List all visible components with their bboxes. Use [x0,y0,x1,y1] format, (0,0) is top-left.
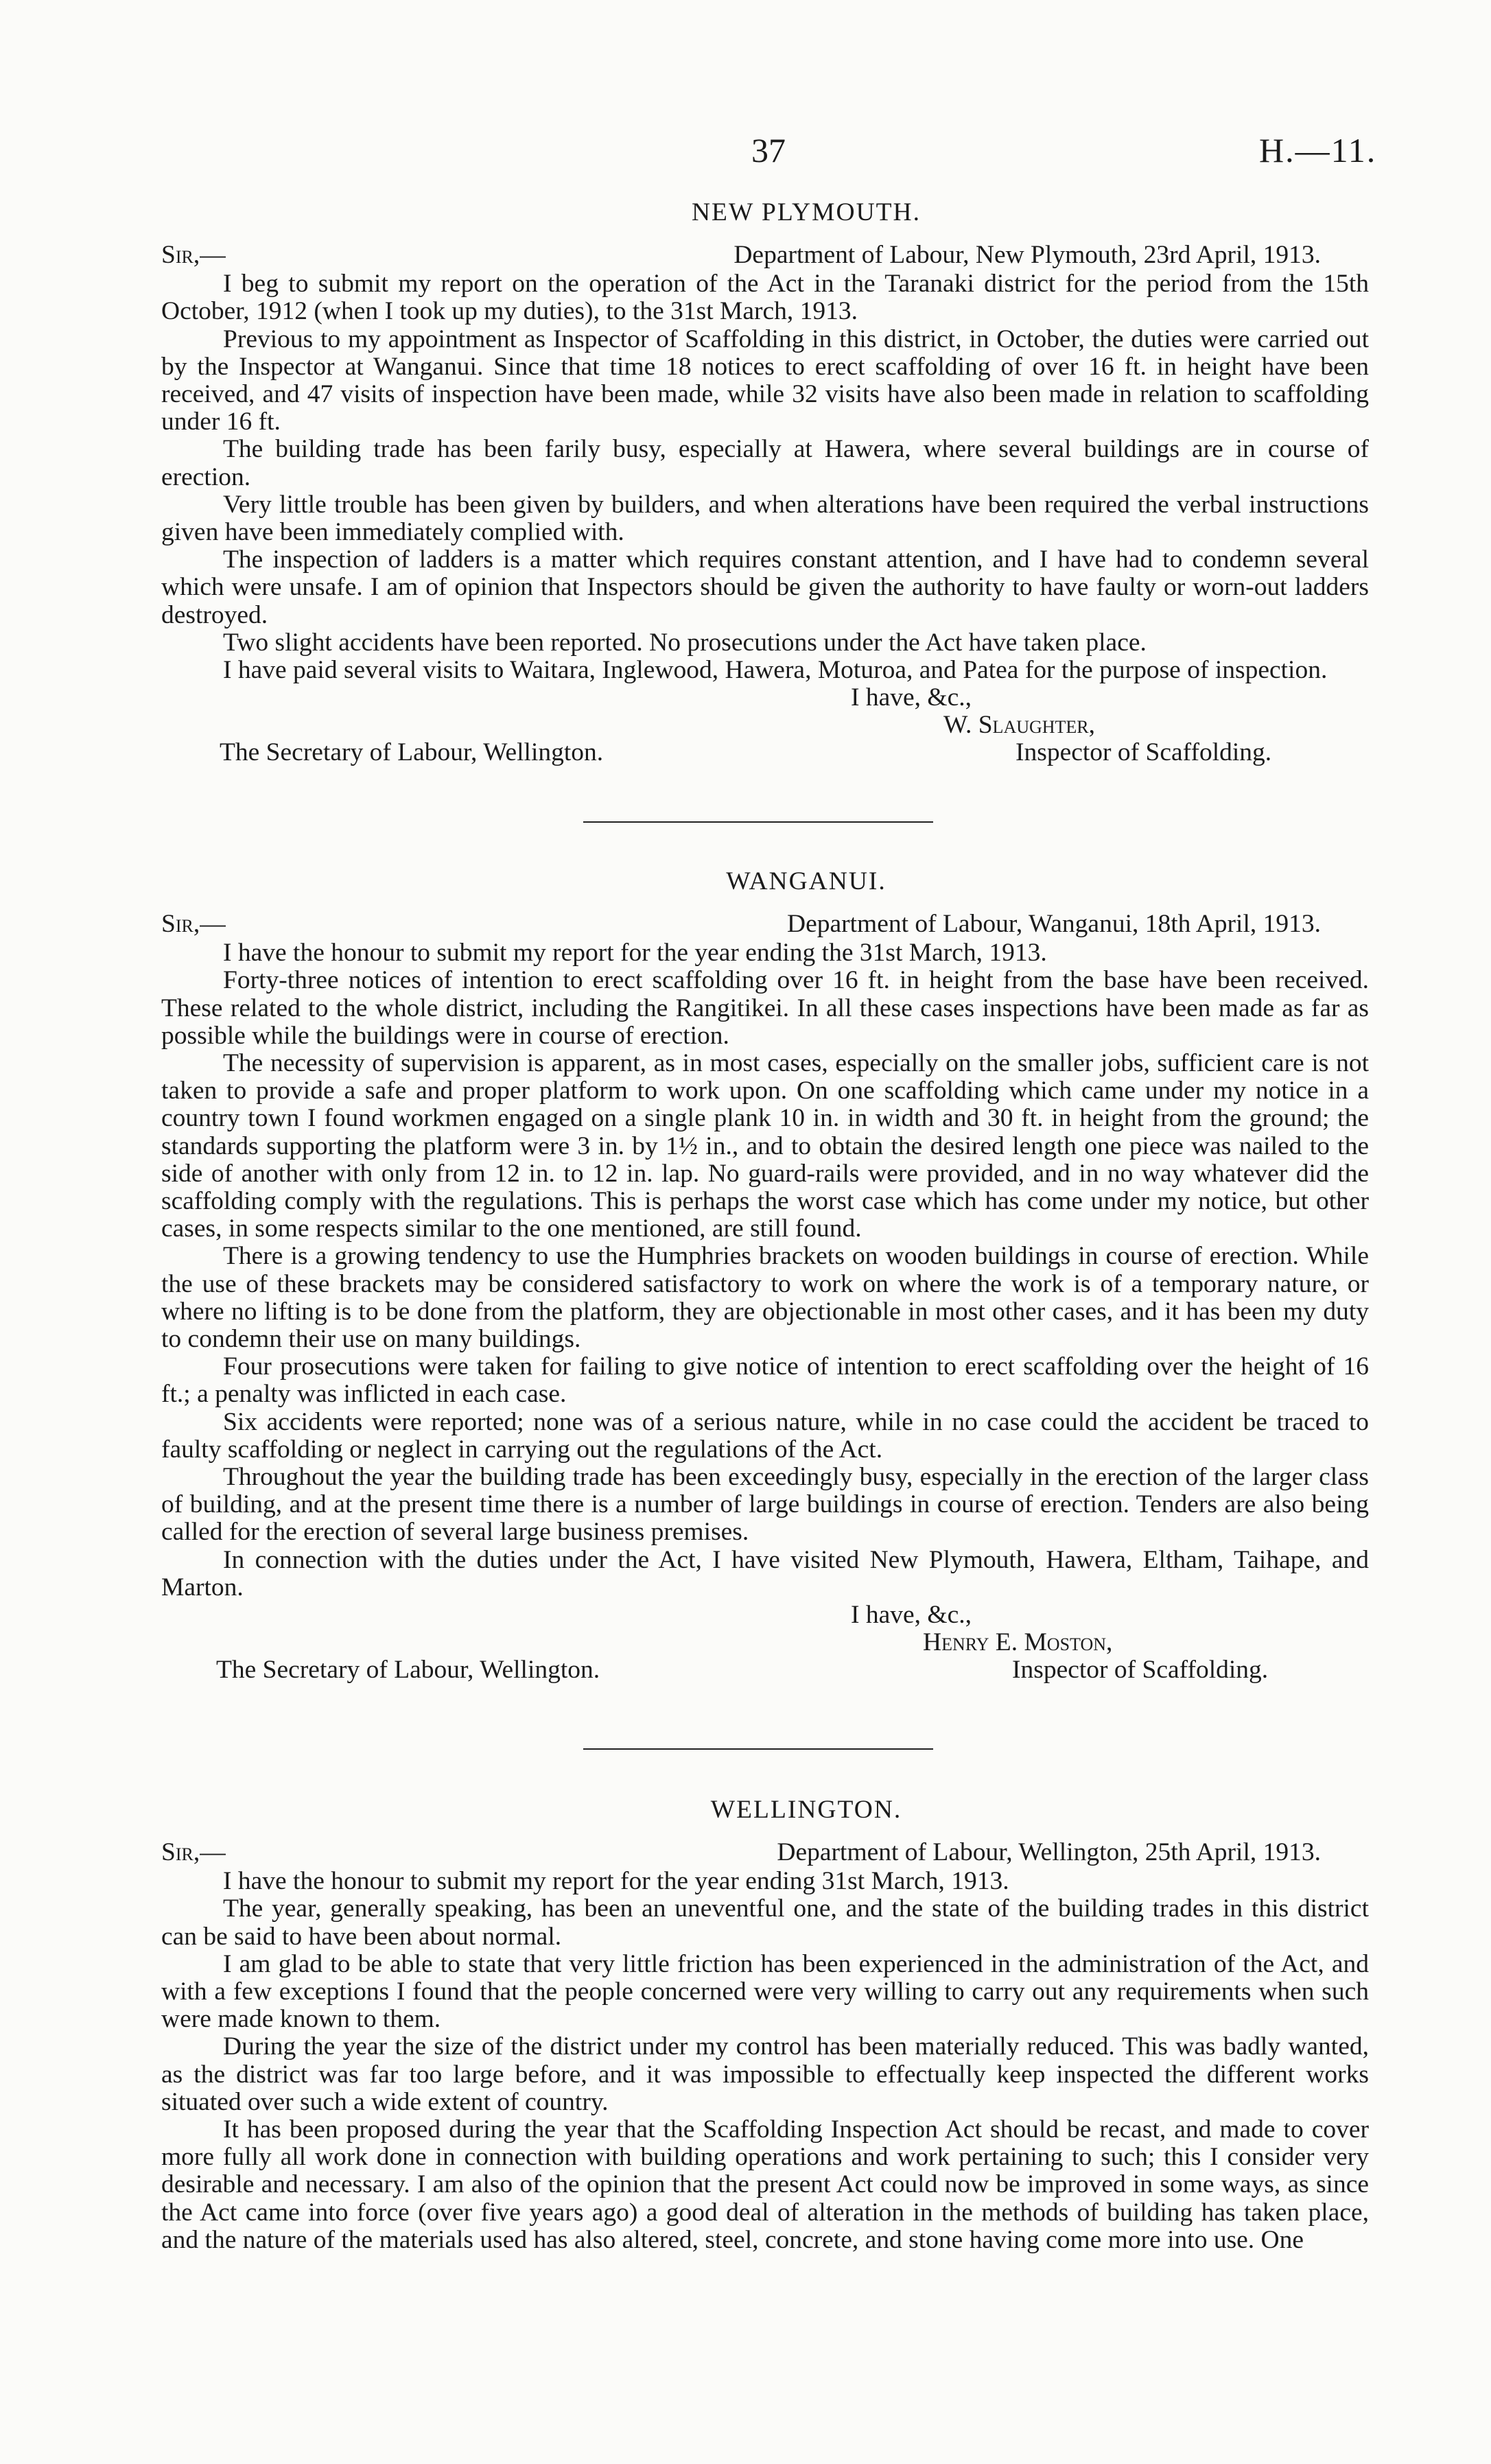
letter-date: Department of Labour, Wellington, 25th April, 1913. [777,1838,1321,1867]
paragraph: The inspection of ladders is a matter which requires constant attention, and I have had to condemn several which were unsafe. I am of opinion that Inspectors should be given the authority to have faulty or worn-out ladders destroyed. [161,545,1369,629]
signature-line [161,739,1369,766]
closing: I have, &c., [851,683,972,712]
paragraph: During the year the size of the district under my control has been materially reduced. This was badly wanted, as the district was far too large before, and it was impossible to effectually keep inspected the different works situated over such a wide extent of country. [161,2032,1369,2116]
signatory-title: Inspector of Scaffolding. [1012,1656,1269,1685]
section-divider [583,1748,933,1750]
salutation: Sir,— [161,241,226,270]
paragraph: There is a growing tendency to use the Humphries brackets on wooden buildings in course of erection. While the use of these brackets may be considered satisfactory to work on where the work is of a temporary nature, or where no lifting is to be done from the platform, they are objectionable in most other cases, and it has been my duty to condemn their use on many buildings. [161,1242,1369,1354]
signature-line [161,712,1369,739]
dateline [161,242,1369,270]
signatory: W. Slaughter, [943,711,1096,740]
addressee: The Secretary of Labour, Wellington. [216,1656,600,1685]
salutation: Sir,— [161,910,226,939]
report-wanganui [161,868,1369,1684]
paragraph: I am glad to be able to state that very little friction has been experienced in the administration of the Act, and with a few exceptions I found that the people concerned were very willing to carry out any requirements when such were made known to them. [161,1949,1369,2034]
document-reference: H.—11. [1259,131,1377,169]
report-wellington [161,1796,1369,2254]
signature-line [161,1656,1369,1684]
paragraph: Forty-three notices of intention to erect scaffolding over 16 ft. in height from the base have been received. These related to the whole district, including the Rangitikei. In all these cases inspections have been made as far as possible while the buildings were in course of erection. [161,966,1369,1050]
dateline [161,1839,1369,1868]
paragraph: It has been proposed during the year that the Scaffolding Inspection Act should be recast, and made to cover more fully all work done in connection with building operations and work pertaining to such; this I consider very desirable and necessary. I am also of the opinion that the present Act could now be improved in some ways, as since the Act came into force (over five years ago) a good deal of alteration in the methods of building has taken place, and the nature of the materials used has also altered, steel, concrete, and stone having come more into use. One [161,2115,1369,2254]
closing-paragraph: I have paid several visits to Waitara, Inglewood, Hawera, Moturoa, and Patea for the purpose of inspection. [223,656,1328,685]
page-number: 37 [751,131,786,169]
paragraph: Four prosecutions were taken for failing to give notice of intention to erect scaffolding over the height of 16 ft.; a penalty was inflicted in each case. [161,1352,1369,1409]
letter-date: Department of Labour, New Plymouth, 23rd April, 1913. [733,241,1321,270]
paragraph: Two slight accidents have been reported. No prosecutions under the Act have taken place. [223,628,1147,657]
paragraph: Six accidents were reported; none was of a serious nature, while in no case could the accident be traced to faulty scaffolding or neglect in carrying out the regulations of the Act. [161,1407,1369,1464]
addressee: The Secretary of Labour, Wellington. [220,738,604,767]
letter-date: Department of Labour, Wanganui, 18th April, 1913. [787,910,1321,939]
signatory: Henry E. Moston, [923,1628,1113,1657]
paragraph: I beg to submit my report on the operation of the Act in the Taranaki district for the period from the 15th October, 1912 (when I took up my duties), to the 31st March, 1913. [161,270,1369,326]
paragraph: The year, generally speaking, has been an uneventful one, and the state of the building trades in this district can be said to have been about normal. [161,1894,1369,1951]
paragraph: Throughout the year the building trade has been exceedingly busy, especially in the erection of the larger class of building, and at the present time there is a number of large buildings in course of erection. Tenders are also being called for the erection of several large business premises. [161,1463,1369,1547]
signature-line [161,1629,1369,1656]
closing: I have, &c., [851,1601,972,1630]
section-heading: WELLINGTON. [710,1796,902,1824]
section-heading: WANGANUI. [726,867,887,895]
salutation: Sir,— [161,1838,226,1867]
paragraph: Previous to my appointment as Inspector of Scaffolding in this district, in October, the duties were carried out by the Inspector at Wanganui. Since that time 18 notices to erect scaffolding of over 16 ft. in height have been received, and 47 visits of inspection have been made, while 32 visits have also been made in relation to scaffolding under 16 ft. [161,325,1369,436]
report-new-plymouth [161,199,1369,766]
section-heading: NEW PLYMOUTH. [691,198,921,226]
signature-line [161,1601,1369,1629]
paragraph: Very little trouble has been given by builders, and when alterations have been required the verbal instructions given have been immediately complied with. [161,490,1369,547]
paragraph: I have the honour to submit my report for the year ending 31st March, 1913. [223,1867,1009,1896]
signature-line [161,684,1369,712]
signatory-title: Inspector of Scaffolding. [1015,738,1272,767]
dateline [161,911,1369,939]
paragraph: The necessity of supervision is apparent, as in most cases, especially on the smaller jobs, sufficient care is not taken to provide a safe and proper platform to work upon. On one scaffolding which came under my notice in a country town I found workmen engaged on a single plank 10 in. in width and 30 ft. in height from the ground; the standards supporting the platform were 3 in. by 1½ in., and to obtain the desired length one piece was nailed to the side of another with only from 12 in. to 12 in. lap. No guard-rails were provided, and in no way whatever did the scaffolding comply with the regulations. This is perhaps the worst case which has come under my notice, but other cases, in some respects similar to the one mentioned, are still found. [161,1049,1369,1243]
closing-paragraph: In connection with the duties under the Act, I have visited New Plymouth, Hawera, Eltham, Taihape, and Marton. [161,1545,1369,1601]
section-divider [583,821,933,823]
paragraph: I have the honour to submit my report for the year ending the 31st March, 1913. [223,939,1047,967]
paragraph: The building trade has been farily busy, especially at Hawera, where several buildings are in course of erection. [161,435,1369,491]
